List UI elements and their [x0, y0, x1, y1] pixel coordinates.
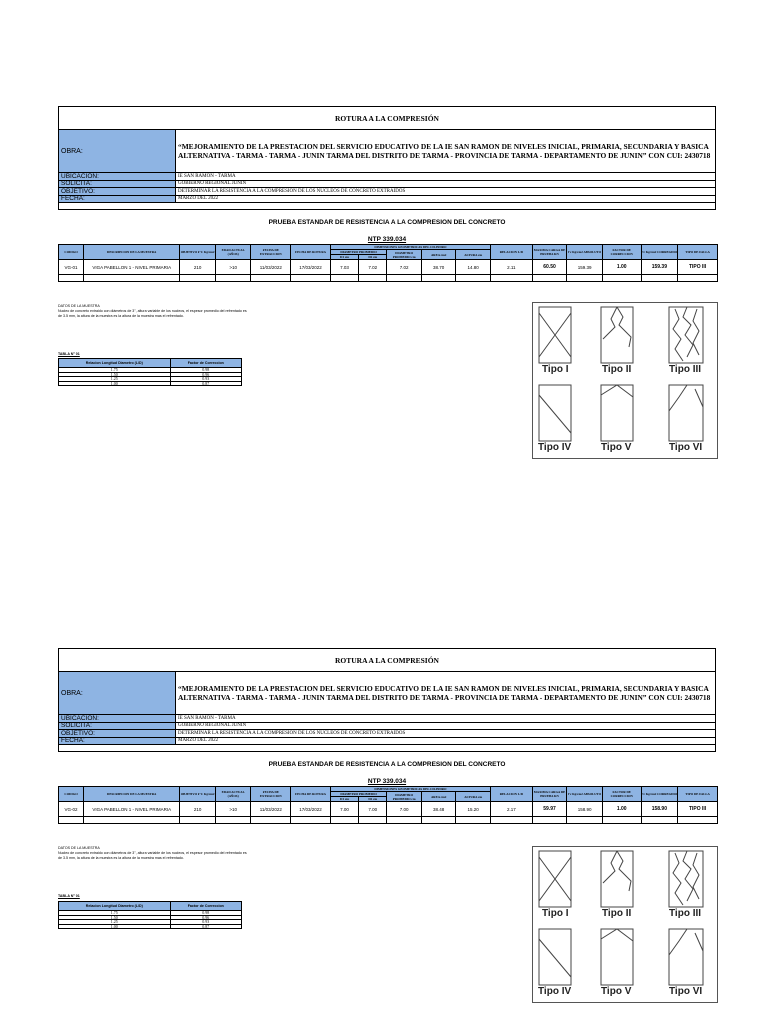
cell-descripcion: VIGA PABELLON 1 - NIVEL PRIMARIA: [84, 260, 180, 275]
col-relacion: RELACION L/D: [490, 787, 532, 802]
solicita-row: [59, 723, 715, 731]
objetivo-row: [59, 730, 715, 738]
ubicacion-label: UBICACION:: [59, 715, 176, 722]
solicita-value: GOBIERNO REGIONAL JUNIN: [178, 723, 247, 729]
solicita-value: GOBIERNO REGIONAL JUNIN: [178, 181, 247, 187]
tipo-iii-label: Tipo III: [669, 908, 702, 919]
failure-types-diagram: [532, 302, 718, 459]
cell-codigo: VG-02: [59, 802, 84, 817]
cell-d2: 7.02: [359, 260, 387, 275]
col-diametro-promedio: DIAMETRO PROMEDIO cm: [387, 250, 422, 260]
objetivo-label: OBJETIVO:: [59, 188, 176, 195]
cell-fecha-extraccion: 11/03/2022: [251, 802, 291, 817]
cell-relacion: 2.11: [490, 260, 532, 275]
col-diametros: DIAMETRO PROMEDIO: [330, 250, 386, 255]
tabla-title: TABLA N° 01: [58, 352, 80, 356]
corr-col-relacion: Relacion Longitud Diametro (L/D): [59, 359, 171, 368]
test-subtitle: PRUEBA ESTANDAR DE RESISTENCIA A LA COMPRESION DEL CONCRETO: [268, 219, 506, 226]
tipo-v-label: Tipo V: [601, 986, 632, 997]
col-altura: ALTURA cm: [456, 250, 491, 260]
table-row-empty: [59, 275, 718, 282]
obra-value: “MEJORAMIENTO DE LA PRESTACION DEL SERVICIO EDUCATIVO DE LA IE SAN RAMON DE NIVELES INICIAL, PRIMARIA, SECUNDARIA Y BASICA ALTERNATIVA - TARMA - TARMA - JUNIN TARMA DEL DISTRITO DE TARMA - PROVINCIA DE TARMA - DEPARTAMENTO DE JUNIN” CON CUI: 2430718: [178, 142, 711, 160]
report-header: [58, 648, 716, 752]
cell-descripcion: VIGA PABELLON 1 - NIVEL PRIMARIA: [84, 802, 180, 817]
cell-diametro-promedio: 7.02: [387, 260, 422, 275]
ubicacion-label: UBICACION:: [59, 173, 176, 180]
ubicacion-row: [59, 715, 715, 723]
col-tipo-falla: TIPO DE FALLA: [678, 245, 718, 260]
solicita-label: SOLICITA:: [59, 723, 176, 730]
ubicacion-row: [59, 173, 715, 181]
cell-factor: 1.00: [602, 802, 641, 817]
col-fc-absoluto: f'c Kg/cm2 ABSOLUTO: [567, 245, 603, 260]
report-title: ROTURA A LA COMPRESIÓN: [59, 107, 715, 130]
datos-title: DATOS DE LA MUESTRA: [58, 846, 100, 850]
table-row: [59, 381, 242, 386]
tipo-iv-label: Tipo IV: [538, 442, 572, 453]
corr-cell: 1.25: [59, 920, 171, 925]
col-descripcion: DESCRIPCION DE LA MUESTRA: [84, 787, 180, 802]
results-table: [58, 786, 718, 824]
obra-row: [59, 672, 715, 715]
col-diametro-promedio: DIAMETRO PROMEDIO cm: [387, 792, 422, 802]
corr-cell: 0.87: [170, 924, 241, 929]
blank-row: [59, 203, 715, 209]
cell-objetivo-fc: 210: [180, 802, 216, 817]
col-fecha-extraccion: FECHA DE EXTRACCION: [251, 787, 291, 802]
cell-edad: >10: [215, 260, 251, 275]
col-codigo: CODIGO: [59, 245, 84, 260]
test-subtitle: PRUEBA ESTANDAR DE RESISTENCIA A LA COMPRESION DEL CONCRETO: [268, 761, 506, 768]
obra-value: “MEJORAMIENTO DE LA PRESTACION DEL SERVICIO EDUCATIVO DE LA IE SAN RAMON DE NIVELES INICIAL, PRIMARIA, SECUNDARIA Y BASICA ALTERNATIVA - TARMA - TARMA - JUNIN TARMA DEL DISTRITO DE TARMA - PROVINCIA DE TARMA - DEPARTAMENTO DE JUNIN” CON CUI: 2430718: [178, 684, 711, 702]
ntp-standard: NTP 339.034: [367, 778, 407, 785]
col-area: AREA cm2: [421, 250, 456, 260]
tipo-vi-label: Tipo VI: [669, 442, 703, 453]
cell-objetivo-fc: 210: [180, 260, 216, 275]
objetivo-value: DETERMINAR LA RESISTENCIA A LA COMPRESION DE LOS NUCLEOS DE CONCRETO EXTRAIDOS: [178, 730, 406, 736]
ubicacion-value: IE SAN RAMON - TARMA: [178, 173, 236, 179]
cell-factor: 1.00: [602, 260, 641, 275]
failure-types-drawing: [533, 303, 717, 458]
corr-cell: 0.96: [170, 372, 241, 377]
col-relacion: RELACION L/D: [490, 245, 532, 260]
col-d1: D1 cm: [330, 255, 358, 260]
col-edad: EDAD ACTUAL (AÑOS): [215, 245, 251, 260]
cell-maxima-carga: 60.50: [532, 260, 567, 275]
col-maxima-carga: MAXIMA CARGA DE PRUEBA KN: [532, 245, 567, 260]
corr-cell: 1.75: [59, 911, 171, 916]
corr-cell: 1.00: [59, 924, 171, 929]
cell-diametro-promedio: 7.00: [387, 802, 422, 817]
datos-text: Nucleo de concreto extraido con diámetros de 3", altura variable de los nucleos, el espesor promedio del refrentado es de 3.5 mm, la altura de la muestra es la altura de la muestra mas el refrentado.: [58, 851, 247, 860]
col-d2: D2 cm: [359, 255, 387, 260]
corr-cell: 0.96: [170, 915, 241, 920]
col-d2: D2 cm: [359, 797, 387, 802]
corr-cell: 1.00: [59, 381, 171, 386]
solicita-row: [59, 181, 715, 189]
cell-fc-corregido: 158.90: [641, 802, 678, 817]
corr-cell: 1.25: [59, 377, 171, 382]
table-row: [59, 924, 242, 929]
tipo-iv-label: Tipo IV: [538, 986, 572, 997]
col-maxima-carga: MAXIMA CARGA DE PRUEBA KN: [532, 787, 567, 802]
objetivo-row: [59, 188, 715, 196]
col-factor: FACTOR DE CORRECCION: [602, 245, 641, 260]
tipo-vi-label: Tipo VI: [669, 986, 703, 997]
col-fecha-extraccion: FECHA DE EXTRACCION: [251, 245, 291, 260]
cell-fecha-rotura: 17/03/2022: [291, 802, 331, 817]
col-descripcion: DESCRIPCION DE LA MUESTRA: [84, 245, 180, 260]
col-objetivo-fc: OBJETIVO F'C Kg/cm2: [180, 245, 216, 260]
obra-row: [59, 130, 715, 173]
cell-tipo-falla: TIPO III: [678, 260, 718, 275]
correction-table: [58, 358, 242, 386]
col-fc-corregido: f'c Kg/cm2 CORREGIDO: [641, 245, 678, 260]
cell-area: 38.70: [421, 260, 456, 275]
report-title: ROTURA A LA COMPRESIÓN: [59, 649, 715, 672]
col-dimensiones: DIMENSIONES GEOMETRICAS DEL CILINDRO: [330, 787, 490, 792]
col-edad: EDAD ACTUAL (AÑOS): [215, 787, 251, 802]
col-tipo-falla: TIPO DE FALLA: [678, 787, 718, 802]
cell-fc-absoluto: 158.90: [567, 802, 603, 817]
fecha-value: MARZO DEL 2022: [178, 196, 219, 202]
sample-data-notes: [58, 846, 248, 861]
corr-cell: 0.98: [170, 911, 241, 916]
cell-fecha-extraccion: 11/03/2022: [251, 260, 291, 275]
cell-d1: 7.00: [330, 802, 358, 817]
cell-d2: 7.00: [359, 802, 387, 817]
cell-d1: 7.03: [330, 260, 358, 275]
cell-area: 38.48: [421, 802, 456, 817]
cell-tipo-falla: TIPO III: [678, 802, 718, 817]
fecha-label: FECHA:: [59, 738, 176, 745]
fecha-row: [59, 196, 715, 204]
fecha-value: MARZO DEL 2022: [178, 738, 219, 744]
table-row: [59, 260, 718, 275]
corr-col-factor: Factor de Correccion: [170, 359, 241, 368]
col-fecha-rotura: FECHA DE ROTURA: [291, 245, 331, 260]
tipo-ii-label: Tipo II: [602, 364, 632, 375]
col-fc-corregido: f'c Kg/cm2 CORREGIDO: [641, 787, 678, 802]
cell-altura: 15.20: [456, 802, 491, 817]
corr-cell: 0.98: [170, 368, 241, 373]
cell-maxima-carga: 59.97: [532, 802, 567, 817]
tipo-i-label: Tipo I: [542, 364, 569, 375]
tipo-v-label: Tipo V: [601, 442, 632, 453]
correction-table: [58, 901, 242, 929]
cell-fecha-rotura: 17/03/2022: [291, 260, 331, 275]
table-row: [59, 802, 718, 817]
fecha-row: [59, 738, 715, 746]
objetivo-value: DETERMINAR LA RESISTENCIA A LA COMPRESION DE LOS NUCLEOS DE CONCRETO EXTRAIDOS: [178, 188, 406, 194]
tipo-iii-label: Tipo III: [669, 364, 702, 375]
col-dimensiones: DIMENSIONES GEOMETRICAS DEL CILINDRO: [330, 245, 490, 250]
col-area: AREA cm2: [421, 792, 456, 802]
tipo-ii-label: Tipo II: [602, 908, 632, 919]
corr-cell: 0.87: [170, 381, 241, 386]
corr-cell: 0.93: [170, 920, 241, 925]
report-sheet: [58, 106, 716, 282]
col-fc-absoluto: f'c Kg/cm2 ABSOLUTO: [567, 787, 603, 802]
corr-cell: 0.93: [170, 377, 241, 382]
datos-text: Nucleo de concreto extraido con diámetros de 3", altura variable de los nucleos, el espesor promedio del refrentado es de 3.5 mm, la altura de la muestra es la altura de la muestra mas el refrentado.: [58, 309, 247, 318]
failure-types-diagram: [532, 846, 718, 1003]
corr-col-factor: Factor de Correccion: [170, 902, 241, 911]
col-codigo: CODIGO: [59, 787, 84, 802]
fecha-label: FECHA:: [59, 196, 176, 203]
obra-label: OBRA:: [59, 130, 176, 172]
tabla-title: TABLA N° 01: [58, 894, 80, 898]
tipo-i-label: Tipo I: [542, 908, 569, 919]
table-row-empty: [59, 817, 718, 824]
results-table: [58, 244, 718, 282]
col-factor: FACTOR DE CORRECCION: [602, 787, 641, 802]
report-header: [58, 106, 716, 210]
solicita-label: SOLICITA:: [59, 181, 176, 188]
col-diametros: DIAMETRO PROMEDIO: [330, 792, 386, 797]
objetivo-label: OBJETIVO:: [59, 730, 176, 737]
report-sheet: [58, 648, 716, 824]
corr-cell: 1.50: [59, 915, 171, 920]
corr-cell: 1.75: [59, 368, 171, 373]
obra-label: OBRA:: [59, 672, 176, 714]
ubicacion-value: IE SAN RAMON - TARMA: [178, 715, 236, 721]
col-objetivo-fc: OBJETIVO F'C Kg/cm2: [180, 787, 216, 802]
corr-col-relacion: Relacion Longitud Diametro (L/D): [59, 902, 171, 911]
col-fecha-rotura: FECHA DE ROTURA: [291, 787, 331, 802]
cell-fc-absoluto: 159.39: [567, 260, 603, 275]
cell-codigo: VG-01: [59, 260, 84, 275]
failure-types-drawing: [533, 847, 717, 1002]
sample-data-notes: [58, 304, 248, 319]
datos-title: DATOS DE LA MUESTRA: [58, 304, 100, 308]
cell-edad: >10: [215, 802, 251, 817]
corr-cell: 1.50: [59, 372, 171, 377]
col-altura: ALTURA cm: [456, 792, 491, 802]
ntp-standard: NTP 339.034: [367, 236, 407, 243]
blank-row: [59, 745, 715, 751]
cell-fc-corregido: 159.39: [641, 260, 678, 275]
cell-altura: 14.80: [456, 260, 491, 275]
cell-relacion: 2.17: [490, 802, 532, 817]
col-d1: D1 cm: [330, 797, 358, 802]
